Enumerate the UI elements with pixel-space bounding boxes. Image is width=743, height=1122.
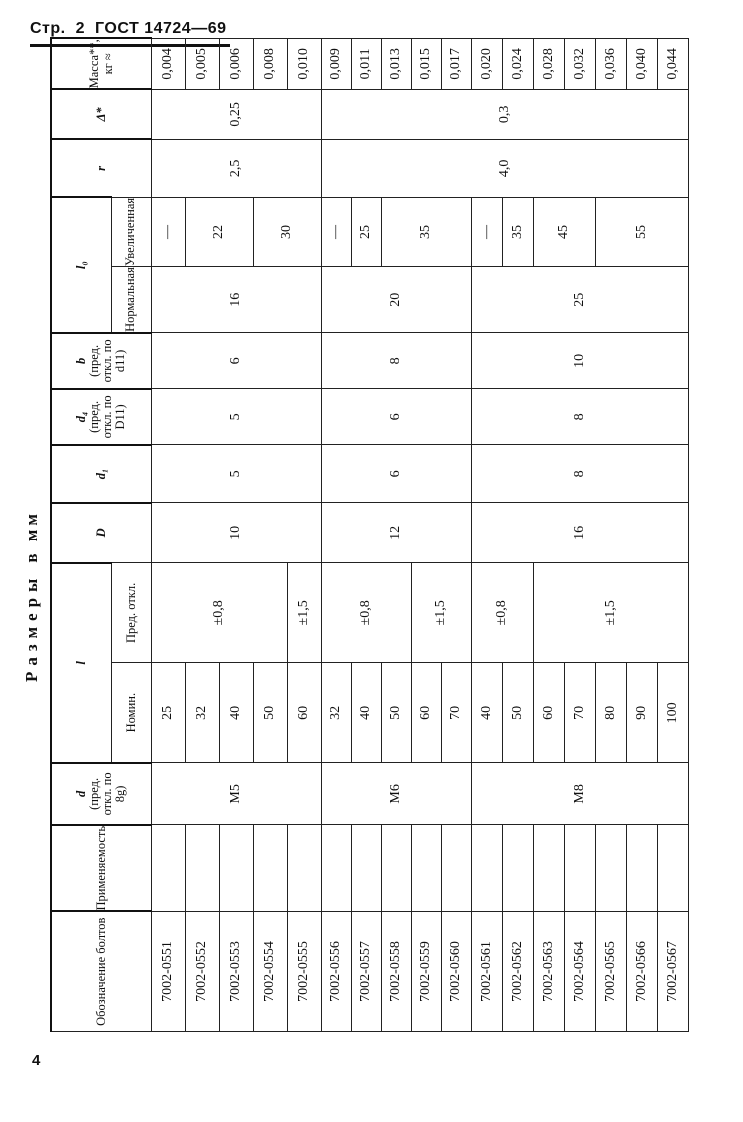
l0-ext-cell: 45: [533, 197, 595, 266]
mass-cell: 0,010: [287, 38, 321, 89]
header-page: 2: [75, 20, 86, 37]
mass-cell: 0,040: [626, 38, 657, 89]
l0-normal-cell: 16: [151, 267, 321, 333]
designation-cell: 7002-0554: [253, 912, 287, 1032]
mass-cell: 0,013: [381, 38, 411, 89]
mass-cell: 0,036: [595, 38, 626, 89]
l0-normal-cell: 20: [321, 267, 471, 333]
designation-cell: 7002-0559: [411, 912, 441, 1032]
d1-cell: 6: [321, 445, 471, 503]
l-nom-cell: 60: [411, 663, 441, 763]
designation-cell: 7002-0567: [657, 912, 688, 1032]
application-cell: [253, 825, 287, 912]
application-cell: [185, 825, 219, 912]
application-cell: [564, 825, 595, 912]
l0-ext-cell: —: [321, 197, 351, 266]
b-cell: 6: [151, 333, 321, 389]
table-row: [151, 38, 185, 1031]
table-caption: Размерыв мм: [22, 510, 41, 682]
mass-cell: 0,005: [185, 38, 219, 89]
application-cell: [626, 825, 657, 912]
l-nom-cell: 50: [381, 663, 411, 763]
l-nom-cell: 50: [253, 663, 287, 763]
application-cell: [595, 825, 626, 912]
l0-ext-cell: 35: [502, 197, 533, 266]
application-cell: [151, 825, 185, 912]
l0-ext-cell: —: [471, 197, 502, 266]
l-nom-cell: 80: [595, 663, 626, 763]
d1-cell: 5: [151, 445, 321, 503]
l-nom-cell: 100: [657, 663, 688, 763]
l-nom-cell: 32: [185, 663, 219, 763]
header-d4: d₄ (пред. откл. по D11): [51, 389, 151, 445]
l0-normal-cell: 25: [471, 267, 688, 333]
bolts-table: [50, 37, 689, 1032]
designation-cell: 7002-0565: [595, 912, 626, 1032]
application-cell: [471, 825, 502, 912]
header-prefix: Стр.: [30, 20, 66, 37]
header-l0-extended: Увеличенная: [111, 197, 151, 266]
designation-cell: 7002-0564: [564, 912, 595, 1032]
l-dev-cell: ±1,5: [533, 563, 688, 663]
application-cell: [219, 825, 253, 912]
header-standard: ГОСТ 14724—69: [95, 20, 227, 37]
designation-cell: 7002-0556: [321, 912, 351, 1032]
application-cell: [441, 825, 471, 912]
designation-cell: 7002-0563: [533, 912, 564, 1032]
l-nom-cell: 60: [287, 663, 321, 763]
l-nom-cell: 25: [151, 663, 185, 763]
l-dev-cell: ±0,8: [321, 563, 411, 663]
d-cell: M8: [471, 763, 688, 825]
designation-cell: 7002-0553: [219, 912, 253, 1032]
mass-cell: 0,006: [219, 38, 253, 89]
l-nom-cell: 40: [471, 663, 502, 763]
page-number: 4: [32, 1052, 41, 1069]
l0-ext-cell: 35: [381, 197, 471, 266]
header-D: D: [51, 503, 151, 563]
mass-cell: 0,015: [411, 38, 441, 89]
l0-ext-cell: 30: [253, 197, 321, 266]
header-designation: Обозначение болтов: [51, 912, 151, 1032]
mass-cell: 0,020: [471, 38, 502, 89]
header-d1: d₁: [51, 445, 151, 503]
header-mass: Масса**, кг ≈: [51, 38, 151, 89]
l-nom-cell: 32: [321, 663, 351, 763]
mass-cell: 0,009: [321, 38, 351, 89]
d1-cell: 8: [471, 445, 688, 503]
delta-cell: 0,25: [151, 89, 321, 139]
header-l-dev: Пред. откл.: [111, 563, 151, 663]
application-cell: [321, 825, 351, 912]
table-row: [321, 38, 351, 1031]
mass-cell: 0,024: [502, 38, 533, 89]
r-cell: 2,5: [151, 139, 321, 197]
designation-cell: 7002-0552: [185, 912, 219, 1032]
designation-cell: 7002-0561: [471, 912, 502, 1032]
l-dev-cell: ±1,5: [287, 563, 321, 663]
header-r: r: [51, 139, 151, 197]
application-cell: [502, 825, 533, 912]
header-delta: Δ*: [51, 89, 151, 139]
application-cell: [351, 825, 381, 912]
application-cell: [657, 825, 688, 912]
application-cell: [287, 825, 321, 912]
l-dev-cell: ±0,8: [471, 563, 533, 663]
mass-cell: 0,017: [441, 38, 471, 89]
mass-cell: 0,008: [253, 38, 287, 89]
header-d: d (пред. откл. по 8g): [51, 763, 151, 825]
d4-cell: 8: [471, 389, 688, 445]
d-cell: M6: [321, 763, 471, 825]
header-l: l: [51, 563, 111, 763]
l-nom-cell: 70: [564, 663, 595, 763]
designation-cell: 7002-0555: [287, 912, 321, 1032]
l0-ext-cell: 25: [351, 197, 381, 266]
l0-ext-cell: —: [151, 197, 185, 266]
header-l0: l₀: [51, 197, 111, 333]
l-nom-cell: 50: [502, 663, 533, 763]
l-nom-cell: 70: [441, 663, 471, 763]
designation-cell: 7002-0560: [441, 912, 471, 1032]
d4-cell: 6: [321, 389, 471, 445]
D-cell: 16: [471, 503, 688, 563]
mass-cell: 0,028: [533, 38, 564, 89]
mass-cell: 0,011: [351, 38, 381, 89]
designation-cell: 7002-0558: [381, 912, 411, 1032]
l0-ext-cell: 22: [185, 197, 253, 266]
l-nom-cell: 60: [533, 663, 564, 763]
D-cell: 10: [151, 503, 321, 563]
l0-ext-cell: 55: [595, 197, 688, 266]
D-cell: 12: [321, 503, 471, 563]
header-b: b (пред. откл. по d11): [51, 333, 151, 389]
d4-cell: 5: [151, 389, 321, 445]
header-l-nom: Номин.: [111, 663, 151, 763]
header-application: Применяемость: [51, 825, 151, 912]
mass-cell: 0,032: [564, 38, 595, 89]
l-nom-cell: 90: [626, 663, 657, 763]
designation-cell: 7002-0551: [151, 912, 185, 1032]
r-cell: 4,0: [321, 139, 688, 197]
l-nom-cell: 40: [351, 663, 381, 763]
header-l0-normal: Нормальная: [111, 267, 151, 333]
b-cell: 8: [321, 333, 471, 389]
l-dev-cell: ±1,5: [411, 563, 471, 663]
application-cell: [381, 825, 411, 912]
designation-cell: 7002-0566: [626, 912, 657, 1032]
l-dev-cell: ±0,8: [151, 563, 287, 663]
designation-cell: 7002-0557: [351, 912, 381, 1032]
application-cell: [533, 825, 564, 912]
mass-cell: 0,044: [657, 38, 688, 89]
d-cell: M5: [151, 763, 321, 825]
mass-cell: 0,004: [151, 38, 185, 89]
caption-unit: в мм: [22, 510, 41, 563]
b-cell: 10: [471, 333, 688, 389]
application-cell: [411, 825, 441, 912]
delta-cell: 0,3: [321, 89, 688, 139]
designation-cell: 7002-0562: [502, 912, 533, 1032]
l-nom-cell: 40: [219, 663, 253, 763]
